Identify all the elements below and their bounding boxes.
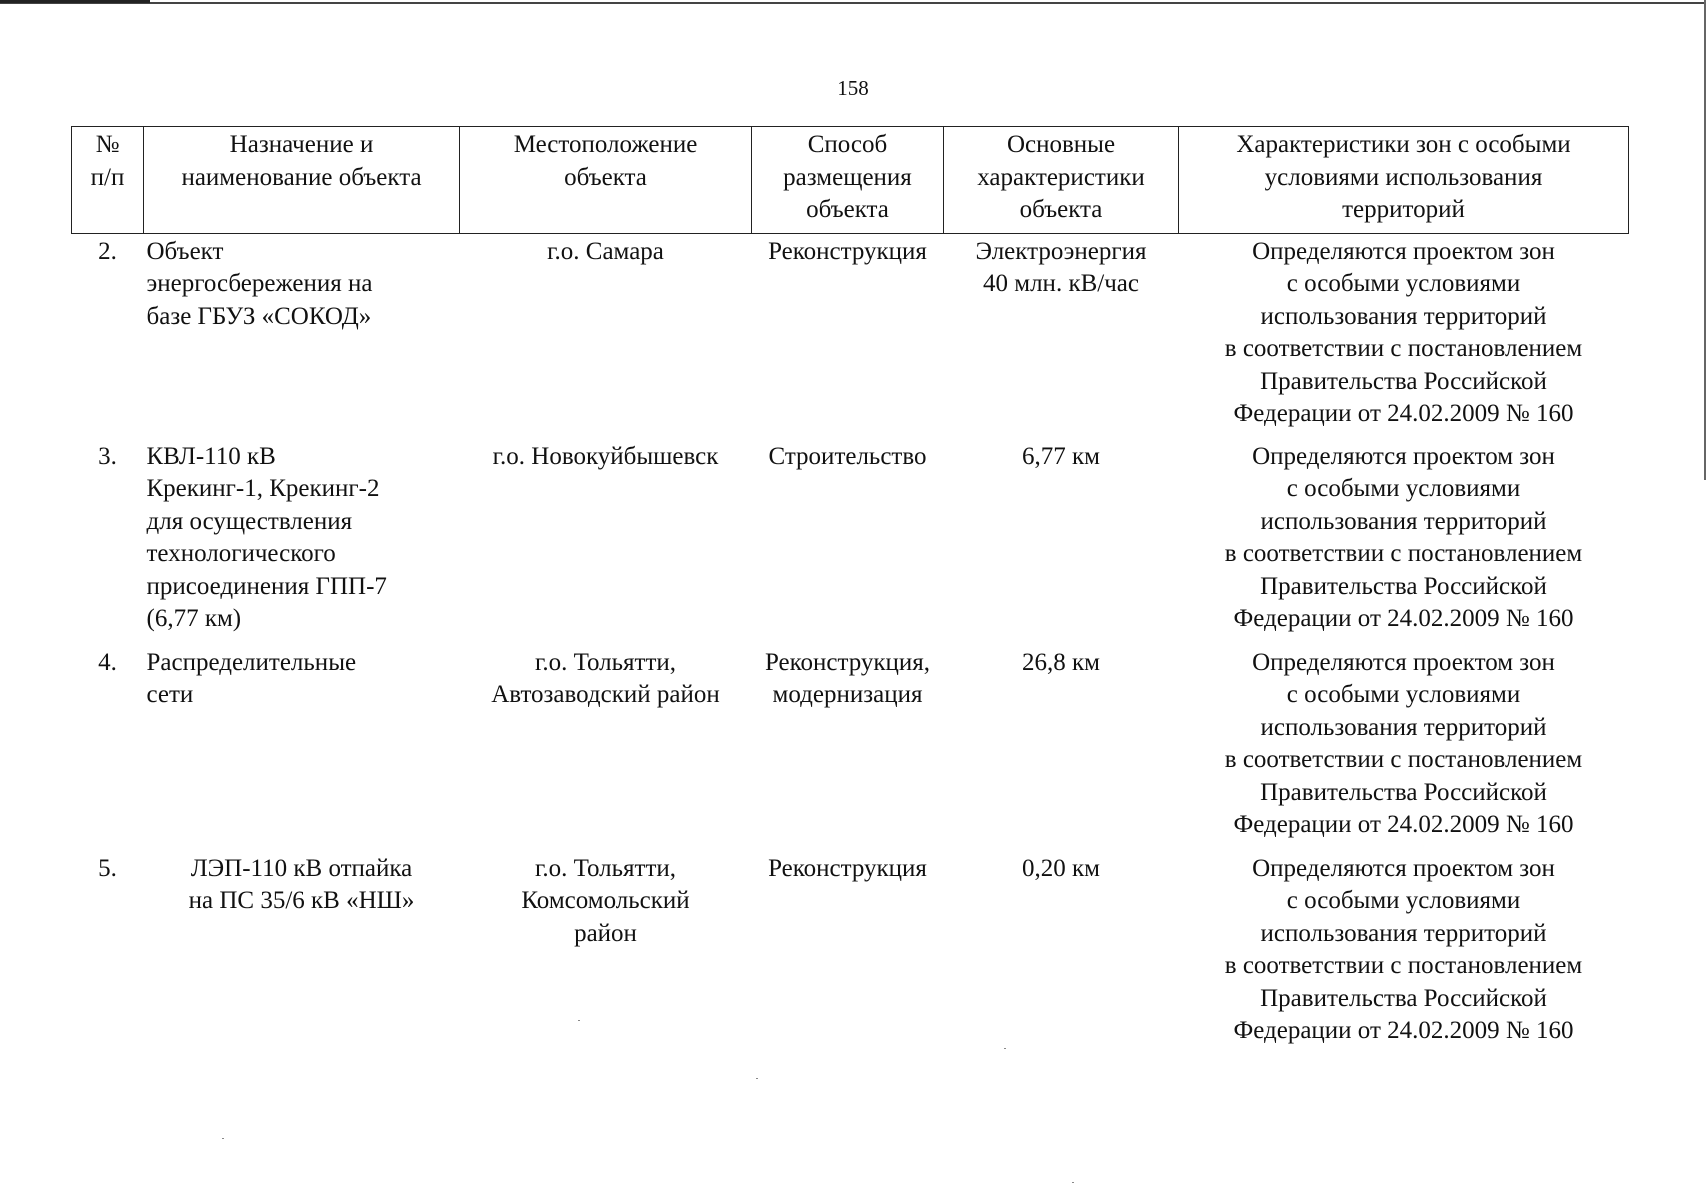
scan-speck: [756, 1078, 758, 1079]
object-name: ЛЭП-110 кВ отпайка на ПС 35/6 кВ «НШ»: [188, 854, 415, 914]
object-location: г.о. Тольятти, Комсомольский район: [521, 854, 690, 947]
scan-top-left-mark: [0, 0, 150, 3]
object-location: г.о. Новокуйбышевск: [492, 442, 719, 470]
zone-characteristics: Определяются проектом зон с особыми условиями использования территорий в соответствии с постановлением Правительства Российской Федерации от 24.02.2009 № 160: [1224, 237, 1583, 427]
object-location: г.о. Тольятти, Автозаводский район: [491, 648, 720, 708]
main-characteristics: 0,20 км: [1022, 854, 1100, 882]
placement-method: Строительство: [768, 442, 927, 470]
header-purpose-name: Назначение и наименование объекта: [144, 127, 460, 234]
header-zone-characteristics: Характеристики зон с особыми условиями использования территорий: [1179, 127, 1629, 234]
placement-method: Реконструкция, модернизация: [764, 648, 931, 708]
header-location: Местоположение объекта: [460, 127, 752, 234]
header-main-characteristics: Основные характеристики объекта: [944, 127, 1179, 234]
row-number: 4.: [98, 648, 117, 676]
row-number: 3.: [98, 442, 117, 470]
scan-top-border: [0, 2, 1706, 4]
scan-speck: [1072, 1182, 1074, 1183]
main-characteristics: 26,8 км: [1022, 648, 1100, 676]
object-location: г.о. Самара: [547, 237, 664, 265]
table-header-row: [72, 127, 1629, 234]
object-name: Объект энергосбережения на базе ГБУЗ «СОКОД»: [146, 237, 373, 330]
scan-speck: [222, 1138, 224, 1139]
placement-method: Реконструкция: [768, 237, 927, 265]
object-name: Распределительные сети: [146, 648, 357, 708]
row-number: 2.: [98, 237, 117, 265]
scan-speck: [1004, 1048, 1006, 1049]
table-row: [72, 851, 1629, 1054]
table-row: [72, 439, 1629, 645]
header-number: № п/п: [72, 127, 144, 234]
main-characteristics: Электроэнергия 40 млн. кВ/час: [975, 237, 1147, 297]
row-number: 5.: [98, 854, 117, 882]
object-name: КВЛ-110 кВ Крекинг-1, Крекинг-2 для осуществления технологического присоединения ГПП-7 (6,77 км): [146, 442, 387, 632]
header-placement-method: Способ размещения объекта: [752, 127, 944, 234]
scan-speck: [578, 1020, 580, 1021]
main-characteristics: 6,77 км: [1022, 442, 1100, 470]
table-row: [72, 645, 1629, 851]
zone-characteristics: Определяются проектом зон с особыми условиями использования территорий в соответствии с постановлением Правительства Российской Федерации от 24.02.2009 № 160: [1224, 854, 1583, 1044]
zone-characteristics: Определяются проектом зон с особыми условиями использования территорий в соответствии с постановлением Правительства Российской Федерации от 24.02.2009 № 160: [1224, 648, 1583, 838]
placement-method: Реконструкция: [768, 854, 927, 882]
objects-table: [71, 126, 1629, 1054]
page-number: 158: [837, 76, 869, 100]
table-row: [72, 233, 1629, 439]
zone-characteristics: Определяются проектом зон с особыми условиями использования территорий в соответствии с постановлением Правительства Российской Федерации от 24.02.2009 № 160: [1224, 442, 1583, 632]
